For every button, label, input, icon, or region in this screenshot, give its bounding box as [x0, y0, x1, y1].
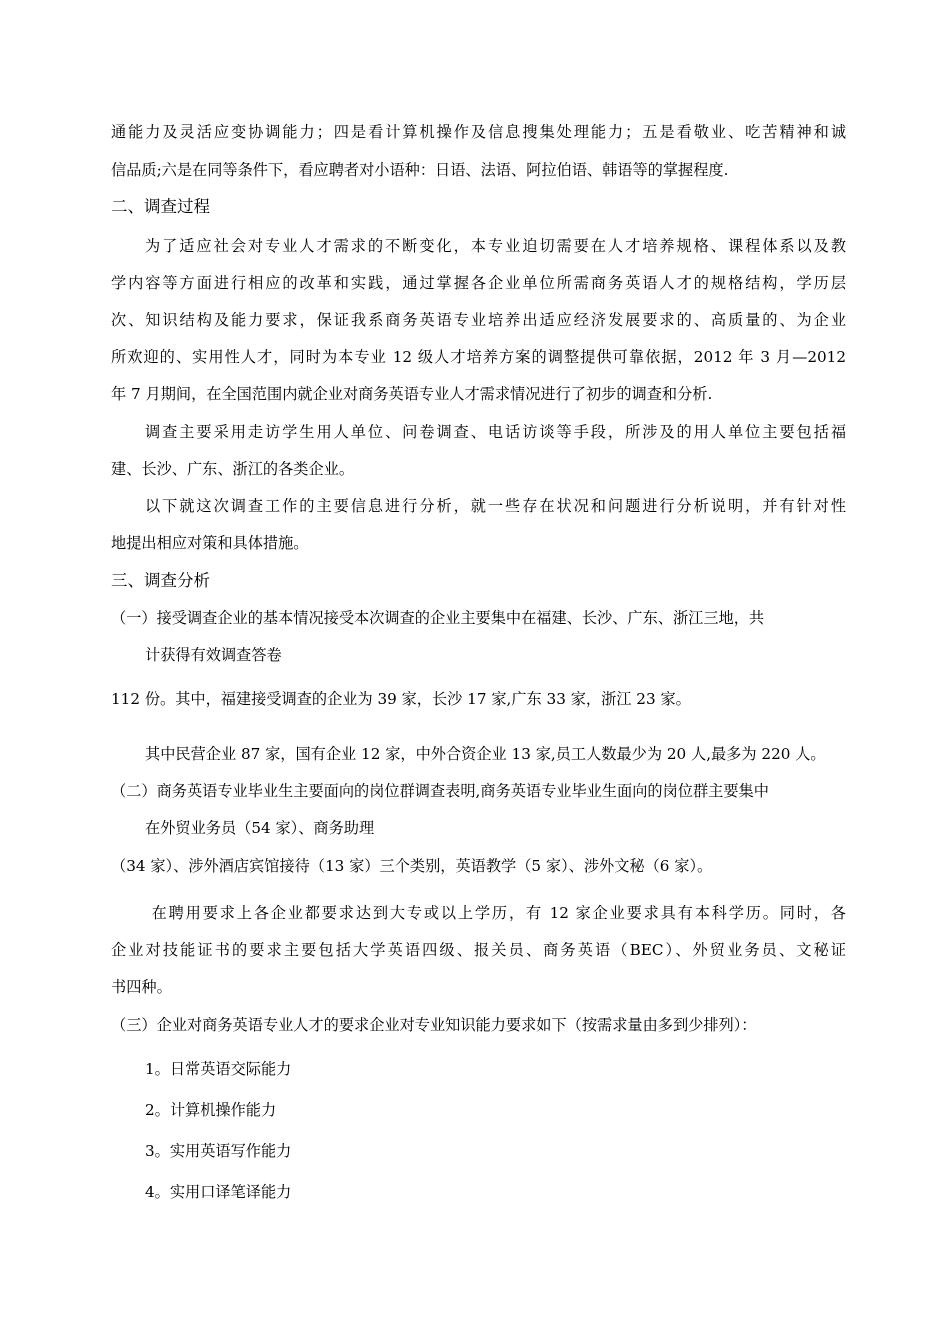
paragraph-line: 学内容等方面进行相应的改革和实践，通过掌握各企业单位所需商务英语人才的规格结构，学历层 [111, 274, 846, 292]
paragraph-line: 调查主要采用走访学生用人单位、问卷调查、电话访谈等手段，所涉及的用人单位主要包括福 [145, 423, 846, 441]
subsection-3-line [111, 1015, 756, 1035]
paragraph-line: 地提出相应对策和具体措施。 [111, 534, 309, 552]
subsection-3-title: （三）企业对商务英语专业人才的要求 [111, 1016, 370, 1034]
subsection-1-body: 接受本次调查的企业主要集中在福建、长沙、广东、浙江三地，共 [323, 609, 765, 627]
paragraph-line: 为了适应社会对专业人才需求的不断变化，本专业迫切需要在人才培养规格、课程体系以及教 [145, 237, 846, 255]
subsection-1-line [111, 608, 764, 628]
paragraph-line: 112 份。其中，福建接受调查的企业为 39 家，长沙 17 家,广东 33 家，浙江 23 家。 [111, 690, 691, 708]
subsection-2-line [111, 781, 769, 801]
list-item: 1。日常英语交际能力 [145, 1060, 292, 1078]
paragraph-line: 年 7 月期间，在全国范围内就企业对商务英语专业人才需求情况进行了初步的调查和分析. [111, 385, 713, 403]
paragraph-line: 在外贸业务员（54 家）、商务助理 [145, 819, 375, 837]
section-heading-process: 二、调查过程 [111, 197, 210, 216]
list-item: 3。实用英语写作能力 [145, 1142, 292, 1160]
paragraph-line: 次、知识结构及能力要求，保证我系商务英语专业培养出适应经济发展要求的、高质量的、为企业 [111, 311, 846, 329]
subsection-2-body: 调查表明,商务英语专业毕业生面向的岗位群主要集中 [414, 782, 769, 800]
paragraph-line: 以下就这次调查工作的主要信息进行分析，就一些存在状况和问题进行分析说明，并有针对性 [145, 497, 846, 515]
subsection-2-title: （二）商务英语专业毕业生主要面向的岗位群 [111, 782, 415, 800]
subsection-3-body: 企业对专业知识能力要求如下（按需求量由多到少排列）： [369, 1016, 757, 1034]
paragraph-line: 计获得有效调查答卷 [145, 646, 282, 664]
paragraph-line: 建、长沙、广东、浙江的各类企业。 [111, 460, 354, 478]
paragraph-line: 其中民营企业 87 家，国有企业 12 家，中外合资企业 13 家,员工人数最少为 20 人,最多为 220 人。 [145, 745, 826, 763]
list-item: 4。实用口译笔译能力 [145, 1183, 292, 1201]
paragraph-line: 企业对技能证书的要求主要包括大学英语四级、报关员、商务英语（BEC）、外贸业务员、文秘证 [111, 941, 846, 959]
subsection-1-title: （一）接受调查企业的基本情况 [111, 609, 324, 627]
paragraph-line: 通能力及灵活应变协调能力；四是看计算机操作及信息搜集处理能力；五是看敬业、吃苦精神和诚 [111, 123, 846, 141]
section-heading-analysis: 三、调查分析 [111, 571, 210, 590]
list-item: 2。计算机操作能力 [145, 1101, 277, 1119]
paragraph-line: （34 家）、涉外酒店宾馆接待（13 家）三个类别，英语教学（5 家）、涉外文秘（6 家）。 [111, 857, 713, 875]
paragraph-line: 信品质;六是在同等条件下，看应聘者对小语种：日语、法语、阿拉伯语、韩语等的掌握程度. [111, 161, 729, 179]
paragraph-line: 在聘用要求上各企业都要求达到大专或以上学历，有 12 家企业要求具有本科学历。同时，各 [145, 904, 846, 922]
paragraph-line: 书四种。 [111, 978, 172, 996]
paragraph-line: 所欢迎的、实用性人才，同时为本专业 12 级人才培养方案的调整提供可靠依据，2012 年 3 月—2012 [111, 348, 846, 366]
